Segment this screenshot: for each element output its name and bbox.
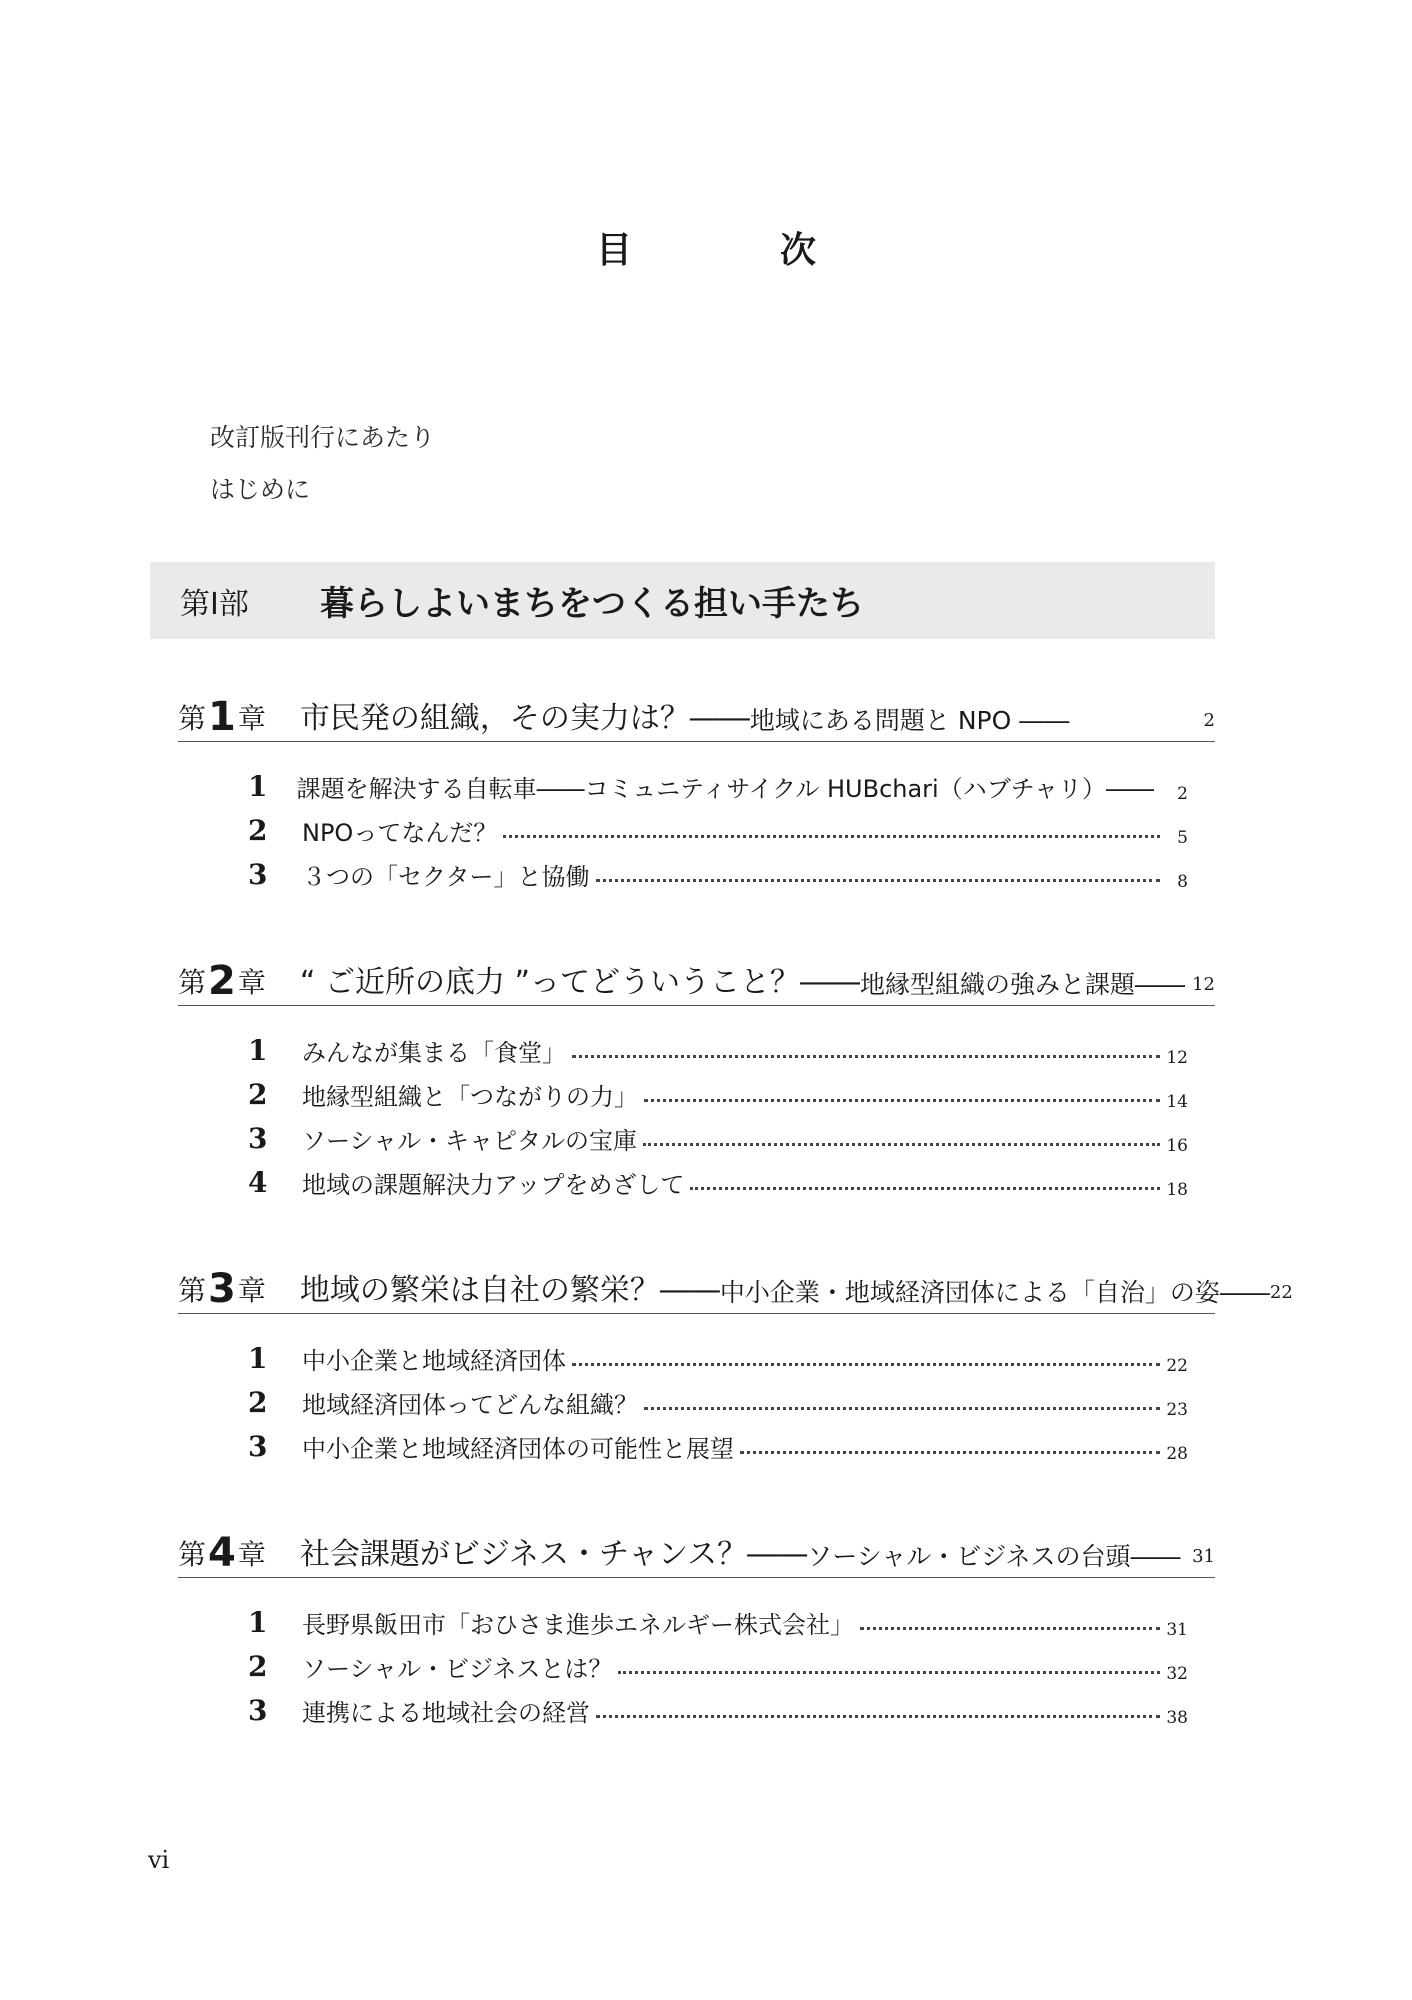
section-title: 課題を解決する自転車――コミュニティサイクル HUBchari（ハブチャリ）―― <box>296 774 1154 803</box>
chapter-prefix: 第 <box>178 1538 207 1571</box>
section-page: 14 <box>1166 1092 1188 1112</box>
front-matter-preface[interactable]: 改訂版刊行にあたり <box>210 423 436 452</box>
section-page: 5 <box>1177 828 1188 848</box>
dot-leader <box>572 1055 1160 1058</box>
chapter-page: 12 <box>1192 974 1215 995</box>
section-page: 16 <box>1166 1136 1188 1156</box>
chapter-heading[interactable] <box>178 680 1215 742</box>
chapter-suffix: 章 <box>237 966 266 999</box>
chapter-title: 地域の繁栄は自社の繁栄？―― <box>299 1273 720 1308</box>
section-number: 3 <box>248 857 268 891</box>
section-number: 2 <box>248 1385 268 1419</box>
section-page: 2 <box>1177 784 1188 804</box>
section-title: ソーシャル・キャピタルの宝庫 <box>302 1126 638 1155</box>
section-entry[interactable] <box>248 1118 1188 1158</box>
section-entry[interactable] <box>248 1030 1188 1070</box>
chapter-title: “ ご近所の底力 ”ってどういうこと？―― <box>299 965 861 1000</box>
section-number: 3 <box>248 1121 268 1155</box>
section-number: 1 <box>248 1033 268 1067</box>
chapter-subtitle: 地域にある問題と NPO ―― <box>749 706 1070 735</box>
dot-leader <box>596 1715 1160 1718</box>
dot-leader <box>740 1451 1160 1454</box>
front-matter-introduction[interactable]: はじめに <box>210 475 311 504</box>
section-page: 28 <box>1166 1444 1188 1464</box>
section-entry[interactable] <box>248 1338 1188 1378</box>
chapter-suffix: 章 <box>237 1274 266 1307</box>
section-number: 4 <box>248 1165 268 1199</box>
section-entry[interactable] <box>248 1382 1188 1422</box>
section-title: 連携による地域社会の経営 <box>302 1698 590 1727</box>
chapter-page: 31 <box>1192 1546 1215 1567</box>
section-number: 1 <box>248 1605 268 1639</box>
section-title: ソーシャル・ビジネスとは？ <box>302 1654 613 1683</box>
chapter-heading[interactable] <box>178 944 1215 1006</box>
section-number: 3 <box>248 1429 268 1463</box>
section-number: 2 <box>248 1077 268 1111</box>
section-entry[interactable] <box>248 766 1188 806</box>
chapter-prefix: 第 <box>178 966 207 999</box>
dot-leader <box>644 1099 1160 1102</box>
section-number: 2 <box>248 1649 268 1683</box>
section-title: ３つの「セクター」と協働 <box>302 862 590 891</box>
part-banner <box>150 562 1215 639</box>
dot-leader <box>643 1143 1160 1146</box>
chapter-number: 4 <box>208 1530 236 1576</box>
section-entry[interactable] <box>248 1690 1188 1730</box>
section-entry[interactable] <box>248 854 1188 894</box>
dot-leader <box>644 1407 1160 1410</box>
dot-leader <box>572 1363 1160 1366</box>
chapter-subtitle: ソーシャル・ビジネスの台頭―― <box>807 1542 1181 1571</box>
section-entry[interactable] <box>248 810 1188 850</box>
chapter-number: 2 <box>208 958 236 1004</box>
part-title: 暮らしよいまちをつくる担い手たち <box>320 584 864 624</box>
page-title: 目 次 <box>595 230 872 271</box>
chapter-suffix: 章 <box>237 1538 266 1571</box>
chapter-number: 3 <box>208 1266 236 1312</box>
section-page: 8 <box>1177 872 1188 892</box>
chapter-prefix: 第 <box>178 1274 207 1307</box>
section-number: 2 <box>248 813 268 847</box>
chapter-heading[interactable] <box>178 1516 1215 1578</box>
section-number: 3 <box>248 1693 268 1727</box>
section-entry[interactable] <box>248 1426 1188 1466</box>
section-title: 長野県飯田市「おひさま進歩エネルギー株式会社」 <box>302 1610 854 1639</box>
dot-leader <box>503 835 1160 838</box>
section-entry[interactable] <box>248 1074 1188 1114</box>
section-number: 1 <box>248 1341 268 1375</box>
dot-leader <box>618 1671 1160 1674</box>
section-page: 12 <box>1166 1048 1188 1068</box>
section-entry[interactable] <box>248 1162 1188 1202</box>
section-page: 23 <box>1166 1400 1188 1420</box>
section-title: 中小企業と地域経済団体 <box>302 1346 566 1375</box>
section-title: NPOってなんだ？ <box>302 818 498 847</box>
section-title: 地域経済団体ってどんな組織？ <box>302 1390 638 1419</box>
section-entry[interactable] <box>248 1602 1188 1642</box>
dot-leader <box>690 1187 1160 1190</box>
section-entry[interactable] <box>248 1646 1188 1686</box>
section-page: 22 <box>1166 1356 1188 1376</box>
chapter-subtitle: 中小企業・地域経済団体による「自治」の姿―― <box>719 1278 1270 1307</box>
section-page: 31 <box>1166 1620 1188 1640</box>
chapter-page: 2 <box>1203 710 1215 731</box>
chapter-title: 社会課題がビジネス・チャンス？―― <box>299 1537 808 1572</box>
section-title: 中小企業と地域経済団体の可能性と展望 <box>302 1434 734 1463</box>
section-page: 32 <box>1166 1664 1188 1684</box>
section-title: みんなが集まる「食堂」 <box>302 1038 566 1067</box>
chapter-number: 1 <box>208 694 236 740</box>
chapter-heading[interactable] <box>178 1252 1293 1314</box>
page-folio: vi <box>148 1846 170 1874</box>
chapter-page: 22 <box>1269 1282 1293 1303</box>
part-label: 第Ⅰ部 <box>180 586 249 622</box>
chapter-suffix: 章 <box>237 702 266 735</box>
dot-leader <box>596 879 1160 882</box>
chapter-subtitle: 地縁型組織の強みと課題―― <box>860 970 1186 999</box>
chapter-prefix: 第 <box>178 702 207 735</box>
section-title: 地縁型組織と「つながりの力」 <box>302 1082 638 1111</box>
section-page: 38 <box>1166 1708 1188 1728</box>
section-page: 18 <box>1166 1180 1188 1200</box>
section-title: 地域の課題解決力アップをめざして <box>302 1170 685 1199</box>
section-number: 1 <box>248 769 268 803</box>
dot-leader <box>860 1627 1160 1630</box>
chapter-title: 市民発の組織，その実力は？―― <box>299 701 750 736</box>
